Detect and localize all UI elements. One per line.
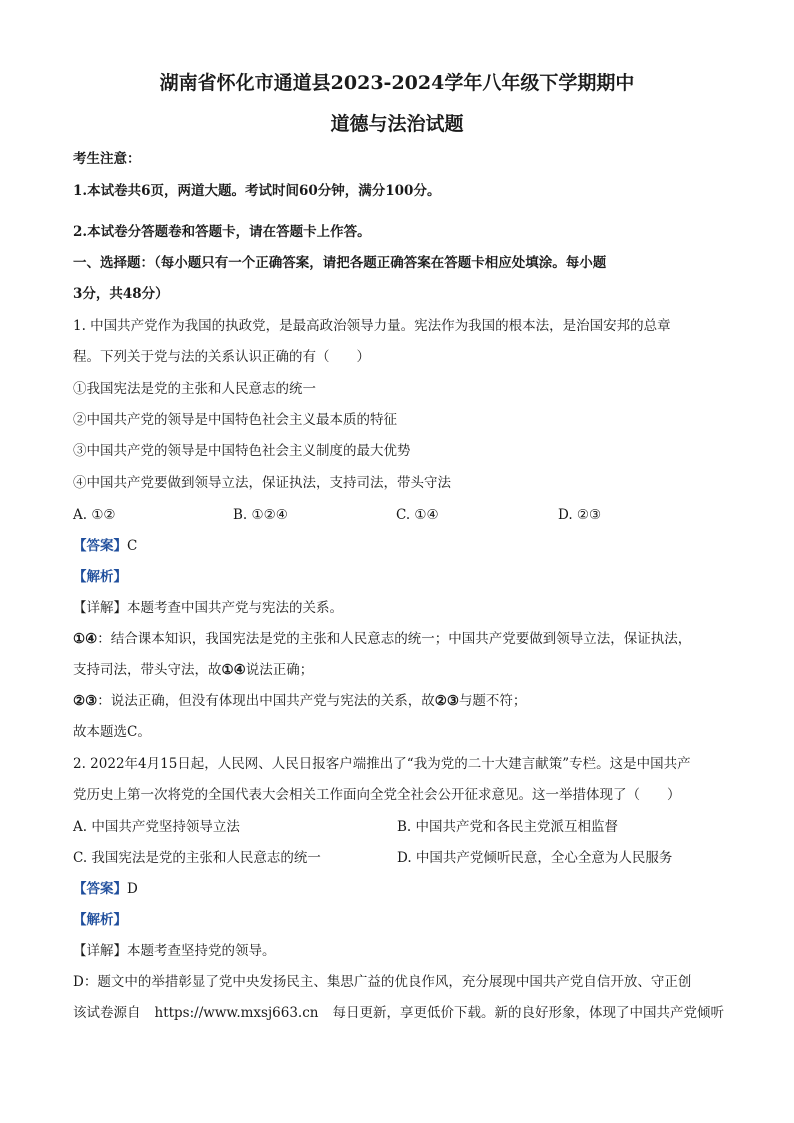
q1-conclusion: 故本题选C。 bbox=[73, 724, 151, 740]
q1-answer-value: C bbox=[127, 538, 138, 554]
q1-exp1-text: ：结合课本知识，我国宪法是党的主张和人民意志的统一；中国共产党要做到领导立法，保证执法， bbox=[97, 631, 692, 647]
section-heading: 一、选择题：（每小题只有一个正确答案，请把各题正确答案在答题卡相应处填涂。每小题 bbox=[73, 255, 607, 271]
q1-stem-line2: 程。下列关于党与法的关系认识正确的有（ ） bbox=[73, 349, 370, 365]
q1-explanation-1 bbox=[73, 630, 691, 648]
q2-exp2-text: 每日更新，享更低价下载。新的良好形象，体现了中国共产党倾听 bbox=[332, 1005, 724, 1021]
q1-exp1-cont-a: 支持司法，带头守法，故 bbox=[73, 662, 222, 678]
q1-statement-3: ③中国共产党的领导是中国特色社会主义制度的最大优势 bbox=[73, 443, 411, 459]
q2-analysis-label: 【解析】 bbox=[73, 912, 127, 928]
q1-answer-label: 【答案】 bbox=[73, 538, 127, 554]
q2-option-c: C. 我国宪法是党的主张和人民意志的统一 bbox=[73, 850, 321, 866]
q2-option-b: B. 中国共产党和各民主党派互相监督 bbox=[397, 819, 619, 835]
q2-analysis bbox=[73, 911, 127, 929]
q1-option-a: A. ①② bbox=[73, 507, 116, 523]
q1-exp1-mark: ①④ bbox=[221, 662, 246, 678]
section-heading-cont: 3分，共48分） bbox=[73, 286, 169, 302]
q1-statement-4: ④中国共产党要做到领导立法，保证执法，支持司法，带头守法 bbox=[73, 475, 451, 491]
q1-statement-2: ②中国共产党的领导是中国特色社会主义最本质的特征 bbox=[73, 412, 397, 428]
source-url-link[interactable]: https://www.mxsj663.cn bbox=[154, 1005, 319, 1021]
q2-explanation-2 bbox=[73, 1004, 724, 1022]
q2-exp2-source-label: 该试卷源自 bbox=[73, 1005, 141, 1021]
q2-answer-label: 【答案】 bbox=[73, 881, 127, 897]
q1-option-b: B. ①②④ bbox=[233, 507, 288, 523]
q1-exp2-mark: ②③ bbox=[434, 693, 459, 709]
q1-analysis bbox=[73, 568, 127, 586]
q1-answer bbox=[73, 537, 137, 555]
q2-answer bbox=[73, 880, 138, 898]
q1-exp1-prefix: ①④ bbox=[73, 631, 98, 647]
q1-statement-1: ①我国宪法是党的主张和人民意志的统一 bbox=[73, 381, 316, 397]
q2-stem-line2: 党历史上第一次将党的全国代表大会相关工作面向全党全社会公开征求意见。这一举措体现了（ ） bbox=[73, 787, 681, 803]
notice-heading: 考生注意： bbox=[73, 151, 141, 167]
q1-explanation-2 bbox=[73, 692, 526, 710]
exam-title-line1: 湖南省怀化市通道县2023-2024学年八年级下学期期中 bbox=[159, 72, 635, 94]
q1-detail-label: 【详解】 bbox=[73, 600, 127, 616]
q2-explanation-1: D：题文中的举措彰显了党中央发扬民主、集思广益的优良作风，充分展现中国共产党自信开放、守正创 bbox=[73, 974, 692, 990]
q1-option-c: C. ①④ bbox=[396, 507, 439, 523]
q1-stem-line1: 1. 中国共产党作为我国的执政党，是最高政治领导力量。宪法作为我国的根本法，是治国安邦的总章 bbox=[73, 318, 671, 334]
q2-detail bbox=[73, 942, 276, 960]
q1-exp1-cont-b: 说法正确； bbox=[245, 662, 314, 678]
q2-detail-label: 【详解】 bbox=[73, 943, 127, 959]
q1-analysis-label: 【解析】 bbox=[73, 569, 127, 585]
q2-option-d: D. 中国共产党倾听民意，全心全意为人民服务 bbox=[397, 850, 673, 866]
q1-detail-text: 本题考查中国共产党与宪法的关系。 bbox=[127, 600, 343, 616]
q1-exp2-text-a: ：说法正确，但没有体现出中国共产党与宪法的关系，故 bbox=[97, 693, 435, 709]
q2-answer-value: D bbox=[127, 881, 138, 897]
q1-exp2-prefix: ②③ bbox=[73, 693, 98, 709]
exam-title-line2: 道德与法治试题 bbox=[330, 113, 464, 135]
q2-option-a: A. 中国共产党坚持领导立法 bbox=[73, 819, 240, 835]
q2-detail-text: 本题考查坚持党的领导。 bbox=[127, 943, 276, 959]
q1-detail bbox=[73, 599, 343, 617]
notice-item-1: 1.本试卷共6页，两道大题。考试时间60分钟，满分100分。 bbox=[73, 183, 441, 199]
q1-option-d: D. ②③ bbox=[558, 507, 602, 523]
q1-exp2-text-b: 与题不符； bbox=[458, 693, 527, 709]
notice-item-2: 2.本试卷分答题卷和答题卡，请在答题卡上作答。 bbox=[73, 224, 371, 240]
q1-explanation-1-cont bbox=[73, 661, 313, 679]
q2-stem-line1: 2. 2022年4月15日起，人民网、人民日报客户端推出了“我为党的二十大建言献策”专栏。这是中国共产 bbox=[73, 756, 691, 772]
